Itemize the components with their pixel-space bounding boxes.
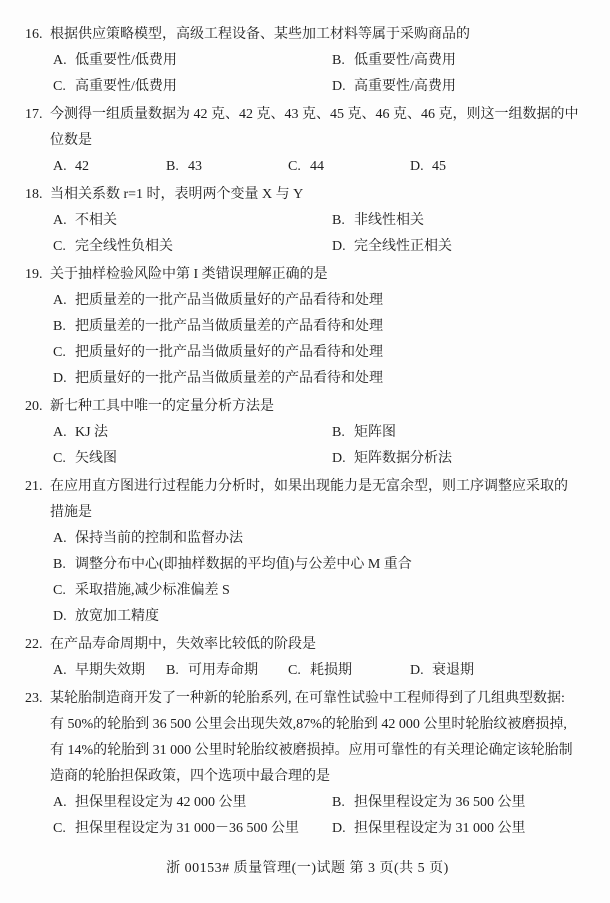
option-d (53, 366, 590, 392)
question-19 (25, 262, 590, 392)
question-stem (25, 102, 590, 128)
option-label: D. (332, 821, 346, 836)
option-text: 44 (310, 159, 324, 174)
options (25, 48, 590, 100)
question-stem-continued: 有 14%的轮胎到 31 000 公里时轮胎纹被磨损掉。应用可靠性的有关理论确定该轮胎制 (50, 743, 573, 758)
question-stem-text: 在应用直方图进行过程能力分析时，如果出现能力是无富余型，则工序调整应采取的 (50, 479, 568, 494)
option-label: D. (332, 239, 346, 254)
option-text: 矢线图 (75, 451, 117, 466)
options (25, 790, 590, 842)
option-label: D. (53, 609, 67, 624)
question-stem (25, 474, 590, 500)
question-stem-continued: 措施是 (50, 505, 92, 520)
option-row (53, 446, 590, 472)
option-b (332, 790, 526, 816)
options (25, 526, 590, 630)
option-text: 45 (432, 159, 446, 174)
option-a (53, 48, 332, 74)
option-text: 可用寿命期 (188, 663, 258, 678)
option-d (332, 816, 526, 842)
question-stem (25, 182, 590, 208)
question-stem-continued: 位数是 (50, 133, 92, 148)
option-row (53, 816, 590, 842)
question-stem (25, 262, 590, 288)
option-text: 放宽加工精度 (75, 609, 159, 624)
option-text: 42 (75, 159, 89, 174)
option-a (53, 208, 332, 234)
option-c (53, 446, 332, 472)
option-text: 担保里程设定为 36 500 公里 (354, 795, 526, 810)
option-d (410, 658, 474, 684)
question-stem-text: 当相关系数 r=1 时，表明两个变量 X 与 Y (50, 187, 304, 202)
question-stem-continued: 造商的轮胎担保政策，四个选项中最合理的是 (50, 769, 330, 784)
option-label: A. (53, 293, 67, 308)
option-b (166, 658, 288, 684)
option-label: D. (332, 451, 346, 466)
options (25, 288, 590, 392)
option-text: 担保里程设定为 42 000 公里 (75, 795, 247, 810)
question-23 (25, 686, 590, 842)
option-c (53, 340, 590, 366)
option-a (53, 658, 166, 684)
question-stem (25, 632, 590, 658)
options (25, 658, 590, 684)
option-text: 非线性相关 (354, 213, 424, 228)
option-b (53, 552, 590, 578)
question-stem (25, 22, 590, 48)
option-d (332, 74, 456, 100)
question-20 (25, 394, 590, 472)
option-label: B. (53, 319, 66, 334)
option-a (53, 790, 332, 816)
question-number: 20. (25, 399, 43, 414)
question-number: 19. (25, 267, 43, 282)
option-text: 采取措施,减少标准偏差 S (75, 583, 230, 598)
option-label: A. (53, 213, 67, 228)
option-label: B. (166, 159, 179, 174)
option-c (288, 154, 410, 180)
option-label: D. (410, 663, 424, 678)
option-row (53, 48, 590, 74)
option-text: 完全线性正相关 (354, 239, 452, 254)
option-label: C. (53, 583, 66, 598)
option-d (410, 154, 446, 180)
question-stem-text: 在产品寿命周期中，失效率比较低的阶段是 (50, 637, 316, 652)
option-text: 保持当前的控制和监督办法 (75, 531, 243, 546)
question-stem (25, 394, 590, 420)
option-label: A. (53, 531, 67, 546)
option-label: A. (53, 663, 67, 678)
option-text: 高重要性/高费用 (354, 79, 456, 94)
option-label: D. (332, 79, 346, 94)
option-label: A. (53, 53, 67, 68)
option-label: C. (53, 79, 66, 94)
option-label: C. (53, 451, 66, 466)
options (25, 208, 590, 260)
question-number: 22. (25, 637, 43, 652)
option-label: A. (53, 425, 67, 440)
option-text: 把质量差的一批产品当做质量差的产品看待和处理 (75, 319, 383, 334)
option-d (332, 446, 452, 472)
option-text: KJ 法 (75, 425, 109, 440)
option-a (53, 154, 166, 180)
option-b (332, 208, 424, 234)
option-label: C. (288, 663, 301, 678)
option-a (53, 288, 590, 314)
question-number: 18. (25, 187, 43, 202)
option-label: B. (332, 795, 345, 810)
option-text: 矩阵数据分析法 (354, 451, 452, 466)
option-c (53, 234, 332, 260)
option-d (332, 234, 452, 260)
option-label: D. (410, 159, 424, 174)
option-b (53, 314, 590, 340)
question-stem-text: 根据供应策略模型，高级工程设备、某些加工材料等属于采购商品的 (50, 27, 470, 42)
option-text: 担保里程设定为 31 000 公里 (354, 821, 526, 836)
question-stem-text: 今测得一组质量数据为 42 克、42 克、43 克、45 克、46 克、46 克，则这一组数据的中 (50, 107, 579, 122)
question-22 (25, 632, 590, 684)
option-row (53, 154, 590, 180)
options (25, 154, 590, 180)
question-number: 16. (25, 27, 43, 42)
question-21 (25, 474, 590, 630)
option-label: B. (332, 53, 345, 68)
option-label: B. (166, 663, 179, 678)
option-text: 耗损期 (310, 663, 352, 678)
option-row (53, 790, 590, 816)
option-a (53, 420, 332, 446)
option-label: A. (53, 159, 67, 174)
question-stem-text: 某轮胎制造商开发了一种新的轮胎系列, 在可靠性试验中工程师得到了几组典型数据: (50, 691, 565, 706)
option-text: 把质量差的一批产品当做质量好的产品看待和处理 (75, 293, 383, 308)
option-row (53, 658, 590, 684)
option-label: B. (53, 557, 66, 572)
option-label: C. (53, 345, 66, 360)
option-a (53, 526, 590, 552)
option-text: 调整分布中心(即抽样数据的平均值)与公差中心 M 重合 (75, 557, 412, 572)
option-label: B. (332, 213, 345, 228)
option-d (53, 604, 590, 630)
option-label: A. (53, 795, 67, 810)
option-b (332, 48, 456, 74)
option-c (53, 74, 332, 100)
question-18 (25, 182, 590, 260)
option-text: 完全线性负相关 (75, 239, 173, 254)
option-row (53, 234, 590, 260)
option-label: C. (53, 239, 66, 254)
option-c (53, 578, 590, 604)
option-label: C. (288, 159, 301, 174)
options (25, 420, 590, 472)
option-text: 低重要性/高费用 (354, 53, 456, 68)
option-row (53, 208, 590, 234)
question-stem-continued: 有 50%的轮胎到 36 500 公里会出现失效,87%的轮胎到 42 000 公里时轮胎纹被磨损掉, (50, 717, 567, 732)
option-row (53, 74, 590, 100)
option-b (166, 154, 288, 180)
question-number: 21. (25, 479, 43, 494)
option-text: 把质量好的一批产品当做质量好的产品看待和处理 (75, 345, 383, 360)
option-text: 43 (188, 159, 202, 174)
option-label: D. (53, 371, 67, 386)
option-label: B. (332, 425, 345, 440)
option-text: 矩阵图 (354, 425, 396, 440)
question-number: 23. (25, 691, 43, 706)
page-footer: 浙 00153# 质量管理(一)试题 第 3 页(共 5 页) (166, 861, 449, 876)
option-c (288, 658, 410, 684)
question-17 (25, 102, 590, 180)
option-text: 担保里程设定为 31 000－36 500 公里 (75, 821, 299, 836)
option-label: C. (53, 821, 66, 836)
option-text: 把质量好的一批产品当做质量差的产品看待和处理 (75, 371, 383, 386)
option-row (53, 420, 590, 446)
option-c (53, 816, 332, 842)
question-number: 17. (25, 107, 43, 122)
question-stem (25, 686, 590, 712)
option-text: 不相关 (75, 213, 117, 228)
question-stem-text: 新七种工具中唯一的定量分析方法是 (50, 399, 274, 414)
option-b (332, 420, 396, 446)
option-text: 早期失效期 (75, 663, 145, 678)
option-text: 高重要性/低费用 (75, 79, 177, 94)
question-16 (25, 22, 590, 100)
question-stem-text: 关于抽样检验风险中第 I 类错误理解正确的是 (50, 267, 328, 282)
option-text: 衰退期 (432, 663, 474, 678)
option-text: 低重要性/低费用 (75, 53, 177, 68)
